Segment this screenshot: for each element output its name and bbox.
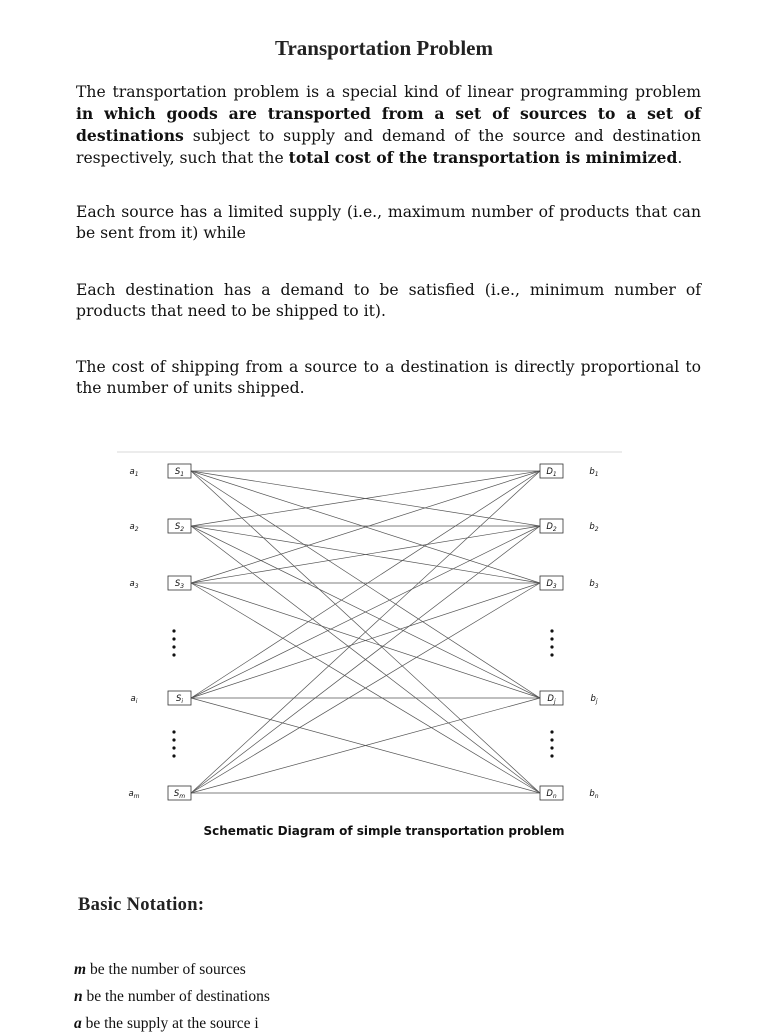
diagram-ellipsis (172, 629, 553, 757)
supply-label: $a_m$ (128, 789, 140, 800)
ellipsis-dot (550, 653, 553, 656)
notation-item-supply (74, 1015, 259, 1033)
definition-bold-2: total cost of the transportation is minimized (288, 148, 678, 167)
source-node-label: $S_i$ (175, 694, 184, 705)
source-node-label: $S_1$ (174, 467, 185, 478)
demand-label: $b_j$ (590, 694, 598, 705)
ellipsis-dot (172, 746, 175, 749)
destination-node-label: $D_2$ (546, 522, 557, 533)
source-node-label: $S_3$ (174, 579, 185, 590)
notation-symbol: a (74, 1015, 82, 1032)
ellipsis-dot (550, 637, 553, 640)
ellipsis-dot (172, 738, 175, 741)
paragraph-supply: Each source has a limited supply (i.e., maximum number of products that can be sent from it) while (76, 203, 701, 242)
notation-item-destinations (74, 988, 270, 1006)
notation-text: be the number of sources (86, 961, 246, 978)
definition-text-1: The transportation problem is a special kind of linear programming problem (76, 83, 701, 101)
ellipsis-dot (172, 637, 175, 640)
supply-label: $a_3$ (129, 579, 139, 590)
ellipsis-dot (172, 730, 175, 733)
notation-text: be the supply at the source i (81, 1015, 259, 1032)
source-node-label: $S_m$ (173, 789, 186, 800)
ellipsis-dot (550, 645, 553, 648)
ellipsis-dot (550, 730, 553, 733)
definition-text-3: . (677, 149, 683, 167)
transportation-diagram (112, 448, 624, 813)
diagram-caption: Schematic Diagram of simple transportation problem (203, 824, 565, 838)
ellipsis-dot (172, 653, 175, 656)
destination-node-label: $D_3$ (546, 579, 557, 590)
supply-label: $a_1$ (129, 467, 139, 478)
notation-heading: Basic Notation: (78, 895, 205, 915)
ellipsis-dot (550, 754, 553, 757)
notation-item-sources (74, 961, 246, 979)
ellipsis-dot (550, 746, 553, 749)
paragraph-cost: The cost of shipping from a source to a destination is directly proportional to the number of units shipped. (76, 358, 701, 397)
notation-symbol: n (74, 988, 83, 1005)
destination-node-label: $D_j$ (547, 694, 556, 705)
diagram-edges (191, 471, 540, 793)
definition-bold-1: in which goods are transported from a set of sources to a set of destinations (76, 104, 701, 145)
destination-node-label: $D_1$ (546, 467, 557, 478)
demand-label: $b_1$ (589, 467, 599, 478)
ellipsis-dot (550, 738, 553, 741)
page-title: Transportation Problem (275, 36, 493, 60)
demand-label: $b_n$ (589, 789, 599, 800)
notation-symbol: m (74, 961, 87, 978)
definition-text-2: subject to supply and demand of the source and destination respectively, such that the (76, 127, 701, 167)
diagram-nodes (128, 464, 598, 800)
demand-label: $b_3$ (589, 579, 599, 590)
ellipsis-dot (172, 629, 175, 632)
paragraph-definition (76, 82, 701, 169)
destination-node-label: $D_n$ (546, 789, 557, 800)
supply-label: $a_i$ (130, 694, 138, 705)
paragraph-demand: Each destination has a demand to be satisfied (i.e., minimum number of products that need to be shipped to it). (76, 281, 701, 320)
supply-label: $a_2$ (129, 522, 139, 533)
source-node-label: $S_2$ (174, 522, 185, 533)
ellipsis-dot (172, 754, 175, 757)
demand-label: $b_2$ (589, 522, 599, 533)
ellipsis-dot (172, 645, 175, 648)
ellipsis-dot (550, 629, 553, 632)
notation-text: be the number of destinations (82, 988, 270, 1005)
